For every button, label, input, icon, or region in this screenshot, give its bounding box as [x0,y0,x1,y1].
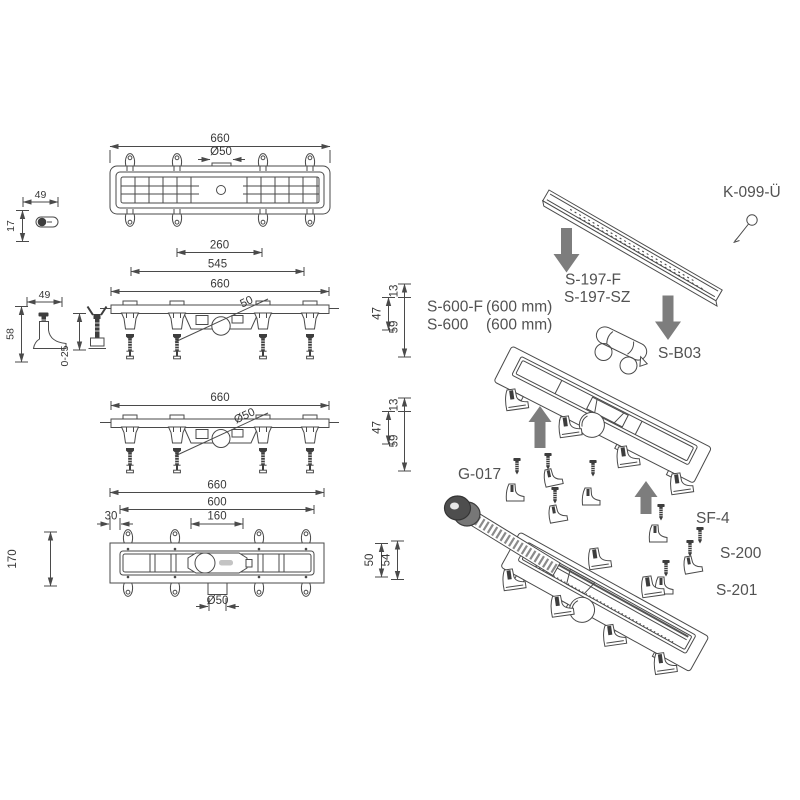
dim-13-a: 13 [388,284,401,298]
foot-bracket [34,322,67,349]
dim-260: 260 [209,239,230,252]
dim-dia50-leader: Ø50 [232,406,258,427]
dim-660-elevb: 660 [210,392,230,404]
dim-47-a: 47 [371,307,384,320]
outlet-pipe-section [212,317,230,335]
label-foot: SF-4 [696,510,730,527]
hook-icon [734,215,758,243]
bottom-view [7,480,404,612]
arrow-down-icon [554,228,580,273]
elevation-a [100,240,411,359]
dim-545: 545 [207,258,228,271]
foot-detail [5,289,107,367]
dim-59-a: 59 [388,320,401,334]
dim-0-25: 0-25 [59,345,71,367]
brand-mark [219,560,233,566]
label-membrane: G-017 [458,466,502,483]
dim-58: 58 [4,328,17,340]
dim-50-width: 50 [364,553,376,567]
gasket-ring [620,357,637,374]
label-grate-sz: S-197-SZ [564,289,631,306]
dim-dia50-bottom: Ø50 [206,595,229,607]
arrow-up-icon [635,481,658,514]
dim-47-b: 47 [371,421,384,434]
dim-660-bottom: 660 [207,479,227,492]
grate-center-blank [199,178,243,203]
label-set-f-length: (600 mm) [486,298,553,316]
exploded-assembly [427,183,781,681]
dim-54: 54 [380,553,393,567]
label-set-length: (600 mm) [486,316,553,334]
label-channel-lower: S-201 [716,582,758,599]
dim-600: 600 [207,496,227,509]
label-grate-f: S-197-F [565,271,621,289]
arrow-up-icon [529,406,552,448]
dim-160: 160 [207,510,227,523]
dim-30: 30 [104,510,118,523]
dim-17-slot: 17 [5,220,17,232]
dim-49-slot: 49 [34,189,47,201]
dim-13-b: 13 [388,398,401,412]
dim-dia50-plan: Ø50 [210,146,232,158]
dim-49-foot: 49 [38,289,51,301]
dim-660-plan: 660 [210,133,230,145]
label-set-f: S-600-F [427,298,483,316]
outlet-tab [208,583,227,595]
label-set: S-600 [427,316,469,334]
slot-detail [5,189,58,242]
elevation-b [100,392,411,473]
label-channel-upper: S-200 [720,545,762,562]
flange-profile [111,305,329,314]
plan-view [110,133,330,226]
dim-170: 170 [7,549,19,569]
dim-59-b: 59 [388,434,401,448]
channel-upper-body [491,346,712,489]
dim-50-leader: 50 [238,294,256,311]
dim-660-eleva: 660 [210,278,230,291]
siphon-insert [592,324,654,369]
gasket-ring [595,344,612,361]
arrow-down-icon [655,296,681,341]
label-hook: K-099-Ü [723,184,781,201]
slot-pin [38,218,47,227]
adjust-screw [88,307,107,349]
label-siphon: S-B03 [658,345,702,362]
